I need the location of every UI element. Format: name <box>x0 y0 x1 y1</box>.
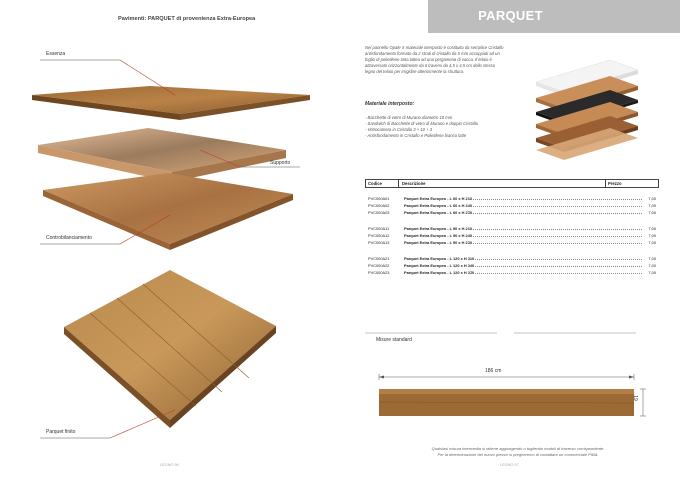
table-row: PVC000A03 Parquet Extra Europeo - L 60 x H 270 7,00 <box>368 210 656 215</box>
list-item: - Antisfondamento in Cristallo e Polietilene bianco latte <box>365 133 467 139</box>
table-row: PVC000A13 Parquet Extra Europeo - L 90 x H 270 7,00 <box>368 240 656 245</box>
materials-list <box>365 115 505 139</box>
table-row: PVC000A23 Parquet Extra Europeo - L 120 x H 270 7,00 <box>368 270 656 275</box>
page-number-right: LEGNO 97 <box>500 463 519 467</box>
footnote: Qualsiasi misura intermedia si ottiene aggiungendo o togliendo moduli di traverso corrispondente. Per la determinazione del nuovo prezzo si pregheremo di contattare un commerciale PIBA. <box>431 446 605 457</box>
label-parquet-finito: Parquet finito <box>46 429 76 435</box>
col-header-code: Codice <box>368 181 382 186</box>
layer-essenza <box>32 86 310 120</box>
table-row: PVC000A22 Parquet Extra Europeo - L 120 x H 240 7,00 <box>368 263 656 268</box>
layer-parquet-finito <box>64 270 276 428</box>
intro-paragraph: Nel pannello Opale X materiale interposto è costituito da semplice Cristallo antisfondamento formato da 2 strati di cristallo da 5 mm accoppiati ad un foglio di polietilene tinta lattea ad una pergamena di vacca. Il telaio è attraversato orizzontalmente da 6 traversi da 4,5 x 4,5 cm dello stesso legno del telaio per irrigidire ulteriormente la struttura. <box>365 45 504 75</box>
dimension-height: 19 <box>631 395 638 401</box>
col-header-desc: Descrizione <box>402 181 426 186</box>
label-supporto: Supporto <box>270 160 291 166</box>
table-row: PVC000A02 Parquet Extra Europeo - L 60 x H 240 7,00 <box>368 203 656 208</box>
label-controbilanciamento: Controbilanciamento <box>46 235 92 241</box>
price-table-header <box>365 179 659 188</box>
table-row: PVC000A12 Parquet Extra Europeo - L 90 x H 240 7,00 <box>368 233 656 238</box>
table-row: PVC000A21 Parquet Extra Europeo - L 120 x H 210 7,00 <box>368 256 656 261</box>
dimension-length: 186 cm <box>485 368 502 374</box>
materials-heading: Materiale interposto: <box>365 101 415 107</box>
page-number-left: LEGNO 96 <box>160 463 179 467</box>
section-title: PARQUET <box>478 8 543 23</box>
table-row: PVC000A01 Parquet Extra Europeo - L 60 x H 210 7,00 <box>368 196 656 201</box>
table-row: PVC000A11 Parquet Extra Europeo - L 90 x H 210 7,00 <box>368 226 656 231</box>
list-item: - Vetrocamera in Cristallo 3 + 10 + 3 <box>365 127 433 133</box>
layer-stack-image <box>530 52 642 162</box>
list-item: - Bacchette di vetro di Murano diametro 10 mm <box>365 115 453 120</box>
col-header-price: Prezzo <box>608 181 622 186</box>
label-essenza: Essenza <box>46 51 66 57</box>
page-title: Pavimenti: PARQUET di provenienza Extra-Europea <box>118 16 256 22</box>
misure-standard-label: Misure standard <box>376 337 412 343</box>
list-item: - Sandwich di Bacchette di vetro di Murano e doppio Cristallo <box>365 121 479 127</box>
